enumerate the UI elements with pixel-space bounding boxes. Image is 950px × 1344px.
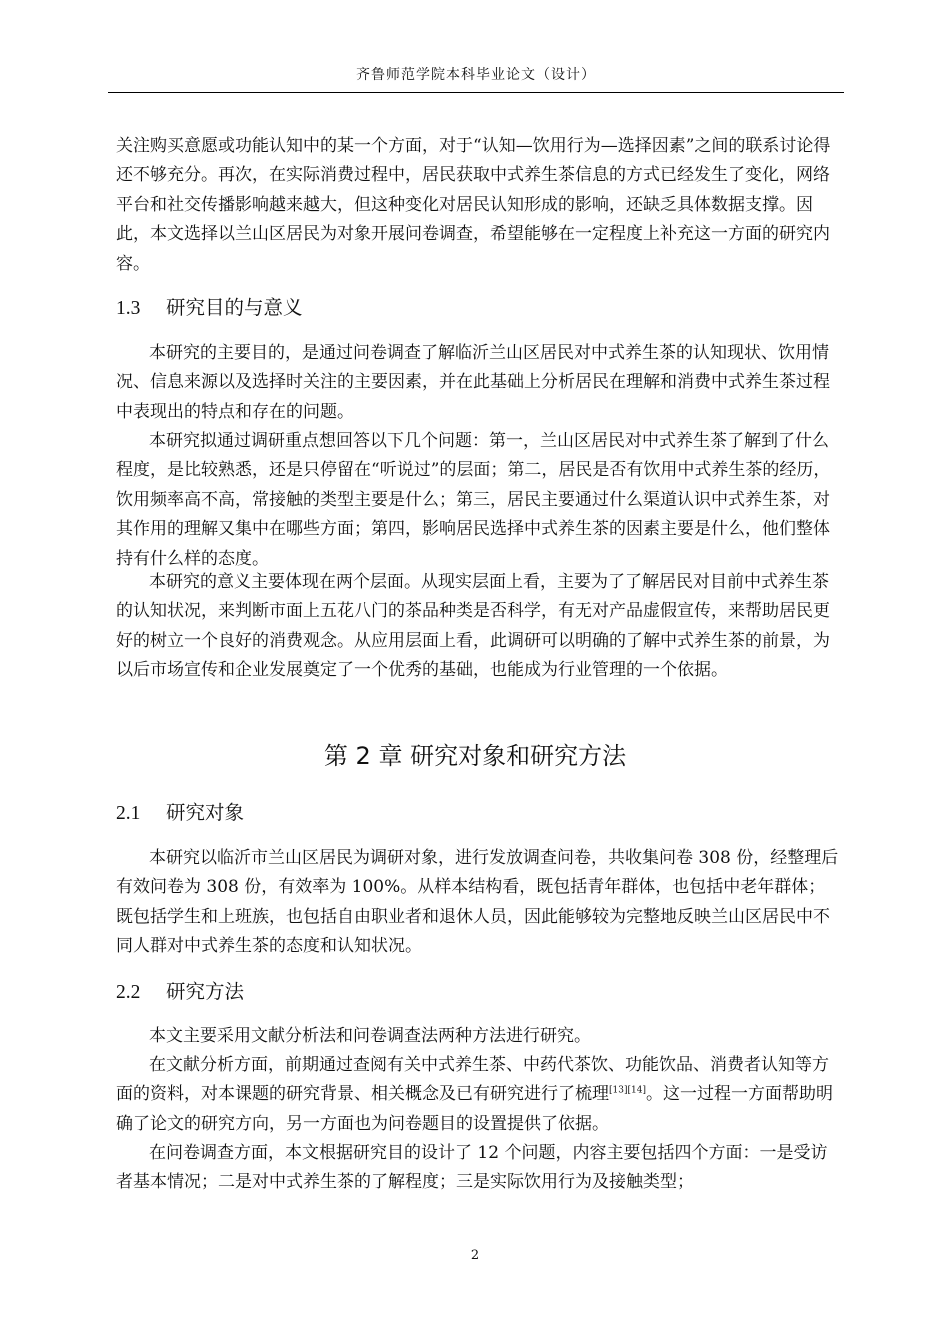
section-number: 2.1 [116, 803, 141, 824]
literature-text: 在文献分析方面，前期通过查阅有关中式养生茶、中药代茶饮、功能饮品、消费者认知等方面的资料，对本课题的研究背景、相关概念及已有研究进行了梳理 [116, 1055, 829, 1105]
paragraph-purpose: 本研究的主要目的，是通过问卷调查了解临沂兰山区居民对中式养生茶的认知现状、饮用情况、信息来源以及选择时关注的主要因素，并在此基础上分析居民在理解和消费中式养生茶过程中表现出的特点和存在的问题。 [116, 343, 830, 422]
chapter-heading-2: 第 2 章 研究对象和研究方法 [323, 742, 627, 770]
paragraph-significance: 本研究的意义主要体现在两个层面。从现实层面上看，主要为了了解居民对目前中式养生茶的认知状况，来判断市面上五花八门的茶品种类是否科学，有无对产品虚假宣传，来帮助居民更好的树立一个良好的消费观念。从应用层面上看，此调研可以明确的了解中式养生茶的前景，为以后市场宣传和企业发展奠定了一个优秀的基础，也能成为行业管理的一个依据。 [116, 572, 830, 681]
literature-text-end: 。这一过程一方面帮助明确了论文的研究方向，另一方面也为问卷题目的设置提供了依据。 [116, 1084, 833, 1134]
section-heading-2-1 [116, 797, 244, 825]
section-title: 研究方法 [166, 980, 245, 1003]
citation-13-14: [13][14] [609, 1085, 646, 1096]
paragraph-questionnaire-method: 在问卷调查方面，本文根据研究目的设计了 12 个问题，内容主要包括四个方面：一是受访者基本情况；二是对中式养生茶的了解程度；三是实际饮用行为及接触类型； [116, 1143, 828, 1193]
running-header: 齐鲁师范学院本科毕业论文（设计） [108, 64, 844, 93]
section-title: 研究目的与意义 [166, 296, 303, 319]
paragraph-subjects: 本研究以临沂市兰山区居民为调研对象，进行发放调查问卷，共收集问卷 308 份，经整理后有效问卷为 308 份，有效率为 100%。从样本结构看，既包括青年群体，也包括中老年群体；既包括学生和上班族，也包括自由职业者和退休人员，因此能够较为完整地反映兰山区居民中不同人群对中式养生茶的态度和认知状况。 [116, 848, 839, 957]
paragraph-questions: 本研究拟通过调研重点想回答以下几个问题：第一，兰山区居民对中式养生茶了解到了什么程度，是比较熟悉，还是只停留在“听说过”的层面；第二，居民是否有饮用中式养生茶的经历，饮用频率高不高，常接触的类型主要是什么；第三，居民主要通过什么渠道认识中式养生茶，对其作用的理解又集中在哪些方面；第四，影响居民选择中式养生茶的因素主要是什么，他们整体持有什么样的态度。 [116, 431, 831, 569]
section-number: 1.3 [116, 298, 141, 319]
paragraph-background-continued: 关注购买意愿或功能认知中的某一个方面，对于“认知—饮用行为—选择因素”之间的联系讨论得还不够充分。再次，在实际消费过程中，居民获取中式养生茶信息的方式已经发生了变化，网络平台和社交传播影响越来越大，但这种变化对居民认知形成的影响，还缺乏具体数据支撑。因此，本文选择以兰山区居民为对象开展问卷调查，希望能够在一定程度上补充这一方面的研究内容。 [116, 136, 831, 274]
paragraph-methods-intro: 本文主要采用文献分析法和问卷调查法两种方法进行研究。 [149, 1026, 591, 1046]
page-number: 2 [470, 1248, 480, 1263]
section-title: 研究对象 [166, 801, 245, 824]
section-heading-1-3 [116, 292, 303, 320]
section-number: 2.2 [116, 982, 141, 1003]
section-heading-2-2 [116, 976, 244, 1004]
paragraph-literature-method [116, 1051, 841, 1139]
